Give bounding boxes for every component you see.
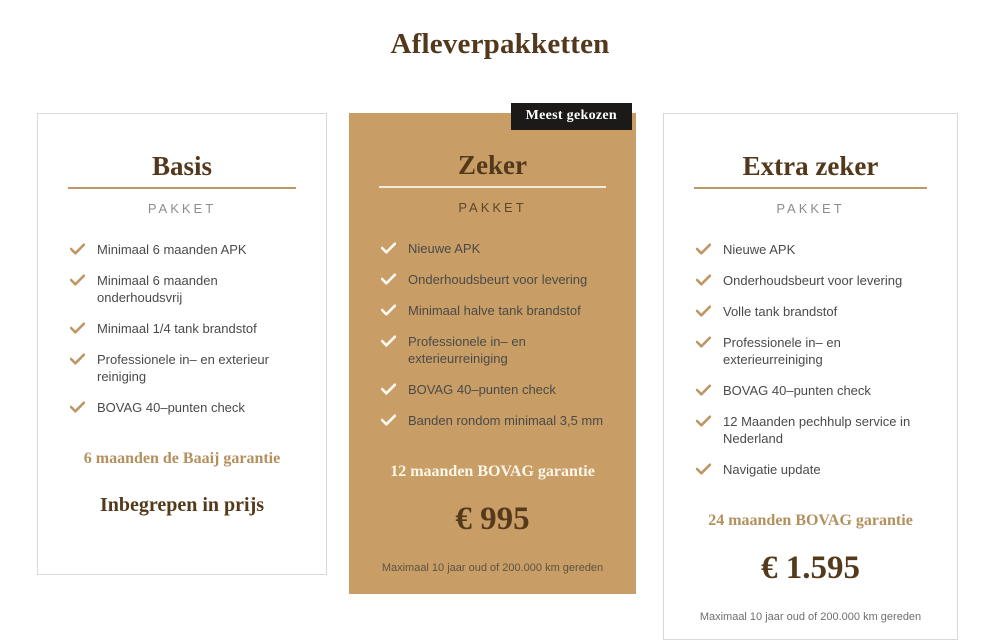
divider	[68, 187, 296, 189]
guarantee-text: 24 maanden BOVAG garantie	[708, 512, 913, 529]
feature-item	[381, 333, 610, 367]
card-basis-title: Basis	[151, 151, 213, 181]
guarantee-text: 12 maanden BOVAG garantie	[390, 463, 595, 480]
feature-item	[696, 303, 931, 320]
divider	[379, 186, 606, 188]
card-extra-zeker	[663, 113, 958, 640]
feature-text: Volle tank brandstof	[723, 304, 838, 319]
feature-item	[696, 241, 931, 258]
price-condition-note: Maximaal 10 jaar oud of 200.000 km gereden	[381, 562, 604, 574]
price-text: € 995	[455, 501, 530, 537]
check-icon	[696, 384, 711, 396]
price-condition-note: Maximaal 10 jaar oud of 200.000 km gereden	[699, 611, 922, 623]
feature-text: Professionele in– en exterieurreiniging	[408, 334, 526, 366]
feature-item	[696, 272, 931, 289]
card-extra-zeker-title: Extra zeker	[742, 151, 879, 181]
check-icon	[696, 243, 711, 255]
feature-item	[381, 412, 610, 429]
spacer	[64, 430, 300, 448]
spacer	[375, 443, 610, 461]
feature-item	[381, 302, 610, 319]
price-text: Inbegrepen in prijs	[99, 494, 265, 516]
feature-item	[381, 271, 610, 288]
check-icon	[70, 243, 85, 255]
check-icon	[70, 274, 85, 286]
check-icon	[381, 414, 396, 426]
check-icon	[381, 273, 396, 285]
card-zeker-subtitle: PAKKET	[458, 200, 527, 215]
guarantee-text: 6 maanden de Baaij garantie	[83, 450, 281, 467]
feature-text: Banden rondom minimaal 3,5 mm	[408, 413, 604, 428]
check-icon	[696, 274, 711, 286]
pricing-cards-row	[0, 108, 1000, 640]
most-chosen-badge: Meest gekozen	[511, 103, 632, 130]
feature-item	[696, 334, 931, 368]
check-icon	[696, 336, 711, 348]
check-icon	[70, 401, 85, 413]
feature-text: Nieuwe APK	[723, 242, 796, 257]
feature-text: BOVAG 40–punten check	[408, 382, 556, 397]
feature-text: Minimaal 6 maanden onderhoudsvrij	[97, 273, 218, 305]
feature-text: Professionele in– en exterieur reiniging	[97, 352, 269, 384]
check-icon	[696, 463, 711, 475]
feature-item	[696, 413, 931, 447]
feature-text: Onderhoudsbeurt voor levering	[723, 273, 903, 288]
feature-text: Navigatie update	[723, 462, 821, 477]
feature-text: BOVAG 40–punten check	[97, 400, 245, 415]
card-basis-subtitle: PAKKET	[147, 201, 217, 216]
card-basis	[37, 113, 327, 575]
feature-text: Minimaal 6 maanden APK	[97, 242, 247, 257]
feature-item	[70, 320, 300, 337]
check-icon	[381, 242, 396, 254]
feature-text: Onderhoudsbeurt voor levering	[408, 272, 588, 287]
feature-item	[70, 351, 300, 385]
feature-text: Minimaal 1/4 tank brandstof	[97, 321, 257, 336]
divider	[694, 187, 927, 189]
check-icon	[381, 335, 396, 347]
feature-list	[64, 241, 300, 430]
feature-text: BOVAG 40–punten check	[723, 383, 871, 398]
card-zeker	[349, 108, 636, 594]
feature-item	[696, 461, 931, 478]
check-icon	[381, 383, 396, 395]
card-zeker-title: Zeker	[458, 150, 527, 180]
feature-item	[70, 241, 300, 258]
page-title: Afleverpakketten	[390, 28, 610, 60]
feature-item	[381, 381, 610, 398]
feature-item	[70, 272, 300, 306]
spacer	[690, 492, 931, 510]
check-icon	[381, 304, 396, 316]
feature-list	[690, 241, 931, 492]
feature-list	[375, 240, 610, 443]
feature-item	[70, 399, 300, 416]
feature-item	[381, 240, 610, 257]
check-icon	[70, 353, 85, 365]
check-icon	[696, 415, 711, 427]
check-icon	[696, 305, 711, 317]
check-icon	[70, 322, 85, 334]
price-text: € 1.595	[761, 550, 860, 586]
feature-text: Minimaal halve tank brandstof	[408, 303, 581, 318]
card-extra-zeker-subtitle: PAKKET	[776, 201, 845, 216]
feature-text: 12 Maanden pechhulp service in Nederland	[723, 414, 911, 446]
feature-text: Nieuwe APK	[408, 241, 481, 256]
feature-text: Professionele in– en exterieurreiniging	[723, 335, 841, 367]
feature-item	[696, 382, 931, 399]
